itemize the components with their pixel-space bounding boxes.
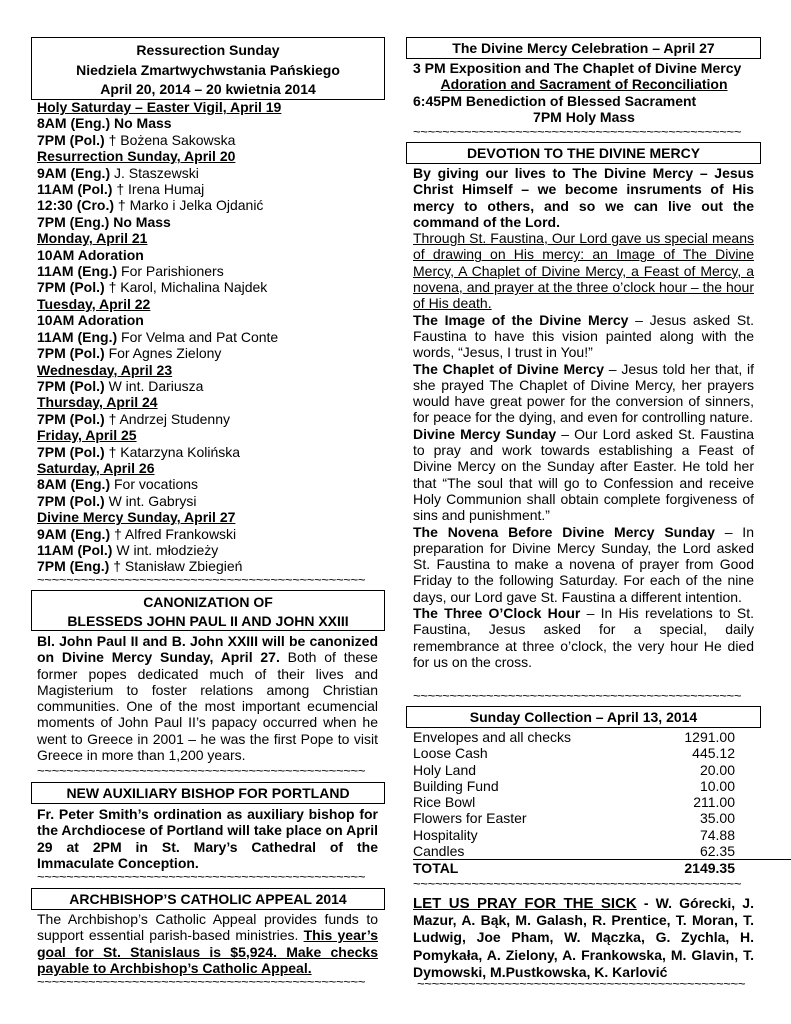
devotion-item <box>413 426 754 524</box>
mass-intention: For Agnes Zielony <box>108 345 222 362</box>
schedule-day-heading: Wednesday, April 23 <box>37 361 173 378</box>
mass-time: 7PM (Pol.) <box>37 410 105 427</box>
collection-label: Flowers for Easter <box>413 810 527 827</box>
mass-time: 11AM (Pol.) <box>37 541 113 558</box>
schedule-mass <box>37 411 382 427</box>
schedule-mass <box>37 444 382 460</box>
mass-time: 7PM (Pol.) <box>37 279 105 296</box>
collection-amount: 62.35 <box>699 843 735 860</box>
schedule-day-heading: Monday, April 21 <box>37 230 148 247</box>
mass-time: 7PM (Eng.) <box>37 213 110 230</box>
collection-amount: 74.88 <box>699 826 735 843</box>
mass-intention: † Stanisław Zbiegień <box>113 558 243 575</box>
collection-label: Building Fund <box>413 777 499 794</box>
mass-time: 7PM (Pol.) <box>37 377 105 394</box>
collection-amount: 35.00 <box>699 810 735 827</box>
schedule-mass <box>37 542 382 558</box>
devotion-item <box>413 605 754 670</box>
mass-intention: For Parishioners <box>121 263 224 280</box>
bishop-text: Fr. Peter Smith’s ordination as auxiliary bishop for the Archdiocese of Portland will take place on April 29 at 2PM in St. Mary’s Cathedral of the Immaculate Conception. <box>37 806 378 871</box>
mass-time: 7PM (Pol.) <box>37 492 105 509</box>
canonization-title-1: CANONIZATION OF <box>143 594 273 610</box>
mass-time: 11AM (Eng.) <box>37 328 118 345</box>
schedule-mass <box>37 329 382 345</box>
bishop-header-box <box>31 782 385 804</box>
schedule-adoration: 10AM Adoration <box>37 312 144 329</box>
sick-heading: LET US PRAY FOR THE SICK <box>413 895 637 912</box>
collection-row <box>413 778 735 794</box>
collection-row <box>413 794 735 810</box>
schedule-mass <box>37 263 382 279</box>
celebration-line-1: 3 PM Exposition and The Chaplet of Divine Mercy <box>413 60 742 76</box>
collection-row <box>413 810 735 826</box>
devotion-item <box>413 361 754 426</box>
schedule-day-heading: Saturday, April 26 <box>37 459 155 476</box>
schedule-mass <box>37 526 382 542</box>
mass-time: 11AM (Pol.) <box>37 181 113 198</box>
mass-intention: † Karol, Michalina Najdek <box>108 279 268 296</box>
appeal-body: The Archbishop’s Catholic Appeal provides funds to support essential parish-based ministries. <box>37 911 378 944</box>
separator: ~~~~~~~~~~~~~~~~~~~~~~~~~~~~~~~~~~~~~~~~~~~~~ <box>413 126 742 138</box>
collection-amount: 211.00 <box>693 794 735 811</box>
separator: ~~~~~~~~~~~~~~~~~~~~~~~~~~~~~~~~~~~~~~~~~~~~~ <box>37 765 366 777</box>
mass-time: 11AM (Eng.) <box>37 263 118 280</box>
collection-label: Envelopes and all checks <box>413 729 571 745</box>
schedule-adoration: 10AM Adoration <box>37 246 144 263</box>
mass-intention: † Katarzyna Kolińska <box>108 443 241 460</box>
collection-label: Loose Cash <box>413 745 488 762</box>
devotion-item-heading: The Chaplet of Divine Mercy <box>413 360 604 377</box>
celebration-line-2: Adoration and Sacrament of Reconciliation <box>440 76 728 93</box>
mass-schedule <box>37 99 382 575</box>
mass-time: 8AM (Eng.) <box>37 115 111 132</box>
schedule-mass <box>37 165 382 181</box>
appeal-header-box <box>31 888 385 910</box>
schedule-mass <box>37 345 382 361</box>
devotion-item-heading: Divine Mercy Sunday <box>413 425 557 442</box>
collection-label: Candles <box>413 843 465 860</box>
mass-intention: W int. Gabrysi <box>108 492 197 509</box>
easter-header-line2: Niedziela Zmartwychwstania Pańskiego <box>76 61 340 78</box>
collection-row <box>413 843 735 859</box>
separator: ~~~~~~~~~~~~~~~~~~~~~~~~~~~~~~~~~~~~~~~~~~~~~ <box>37 871 366 883</box>
devotion-header-box <box>406 142 761 164</box>
celebration-header-box <box>406 37 761 59</box>
schedule-day-heading: Thursday, April 24 <box>37 394 158 411</box>
collection-total-amount: 2149.35 <box>684 860 735 877</box>
schedule-mass <box>37 476 382 492</box>
celebration-schedule <box>413 60 755 125</box>
devotion-item-text: – Jesus asked St. Faustina to have this vision painted along with the words, “Jesus, I trust in You!” <box>413 311 754 361</box>
mass-intention: J. Staszewski <box>114 164 199 181</box>
mass-intention: † Alfred Frankowski <box>114 525 237 542</box>
schedule-mass <box>37 197 382 213</box>
devotion-item-heading: The Novena Before Divine Mercy Sunday <box>413 523 715 540</box>
collection-amount: 20.00 <box>699 761 735 778</box>
mass-intention: W int. Dariusza <box>108 377 204 394</box>
schedule-day-heading: Holy Saturday – Easter Vigil, April 19 <box>37 99 282 115</box>
mass-time: 8AM (Eng.) <box>37 476 111 493</box>
devotion-item-text: – In His revelations to St. Faustina, Jesus asked for a special, daily remembrance at three o’clock, the very hour He died for us on the cross. <box>413 605 754 670</box>
schedule-mass <box>37 493 382 509</box>
devotion-intro-bold: By giving our lives to The Divine Mercy – Jesus Christ Himself – we become insruments of His mercy to others, and so we can live out the command of the Lord. <box>413 165 754 230</box>
celebration-line-3: 6:45PM Benediction of Blessed Sacrament <box>413 92 697 109</box>
mass-intention: † Marko i Jelka Ojdanić <box>117 197 264 214</box>
devotion-intro-underlined: Through St. Faustina, Our Lord gave us special means of drawing on His mercy: an Image of The Divine Mercy, A Chaplet of Divine Mercy, a Feast of Mercy, a novena, and prayer at the three o’clock hour – the hour of His death. <box>413 230 754 312</box>
devotion-item-text: – Jesus told her that, if she prayed The Chaplet of Divine Mercy, her prayers would have great power for the conversion of sinners, for peace for the dying, and even for controlling nature. <box>413 360 755 426</box>
devotion-item-heading: The Image of the Divine Mercy <box>413 311 629 328</box>
separator: ~~~~~~~~~~~~~~~~~~~~~~~~~~~~~~~~~~~~~~~~~~~~~ <box>413 690 742 702</box>
schedule-day-heading: Resurrection Sunday, April 20 <box>37 148 236 165</box>
easter-header-line1: Ressurection Sunday <box>136 42 280 58</box>
devotion-item-heading: The Three O’Clock Hour <box>413 605 581 622</box>
sick-list <box>413 895 754 981</box>
celebration-title: The Divine Mercy Celebration – April 27 <box>452 40 715 56</box>
collection-row <box>413 729 735 745</box>
collection-label: Hospitality <box>413 826 478 843</box>
schedule-mass <box>37 214 382 230</box>
collection-amount: 445.12 <box>692 745 735 762</box>
easter-header-box <box>31 37 385 100</box>
separator: ~~~~~~~~~~~~~~~~~~~~~~~~~~~~~~~~~~~~~~~~~~~~~ <box>417 978 746 990</box>
sick-names: - W. Górecki, J. Mazur, A. Bąk, M. Galash, R. Prentice, T. Moran, T. Ludwig, Joe Pham, W. Mączka, G. Zychla, H. Pomykała, A. Zielony, A. Frankowska, M. Glavin, T. Dymowski, M.Pustkowska, K. Karlović <box>413 895 754 980</box>
devotion-item <box>413 524 754 605</box>
collection-row <box>413 762 735 778</box>
mass-intention: † Bożena Sakowska <box>108 131 236 148</box>
collection-label: Rice Bowl <box>413 794 476 811</box>
mass-time: 12:30 (Cro.) <box>37 197 115 214</box>
mass-time: 7PM (Eng.) <box>37 558 110 575</box>
schedule-day-heading: Divine Mercy Sunday, April 27 <box>37 509 236 526</box>
mass-intention: No Mass <box>113 213 171 230</box>
schedule-day-heading: Friday, April 25 <box>37 427 137 444</box>
appeal-title: ARCHBISHOP’S CATHOLIC APPEAL 2014 <box>69 891 347 907</box>
mass-time: 7PM (Pol.) <box>37 345 105 362</box>
devotion-item-text: – In preparation for Divine Mercy Sunday, the Lord asked St. Faustina to make a novena of prayer from Good Friday to the following Saturday. For each of the nine days, our Lord gave St. Faustina a different intention. <box>413 523 754 605</box>
schedule-mass <box>37 132 382 148</box>
collection-header-box <box>406 706 761 728</box>
mass-intention: For vocations <box>114 476 199 493</box>
canonization-header-box <box>31 590 385 631</box>
schedule-mass <box>37 279 382 295</box>
devotion-item <box>413 312 754 361</box>
canonization-bold: Bl. John Paul II and B. John XXIII will be canonized on Divine Mercy Sunday, April 27. <box>37 633 378 666</box>
collection-rows <box>413 729 791 859</box>
schedule-mass <box>37 558 382 574</box>
schedule-day-heading: Tuesday, April 22 <box>37 295 151 312</box>
mass-time: 7PM (Pol.) <box>37 443 105 460</box>
separator: ~~~~~~~~~~~~~~~~~~~~~~~~~~~~~~~~~~~~~~~~~~~~~ <box>37 976 366 988</box>
separator: ~~~~~~~~~~~~~~~~~~~~~~~~~~~~~~~~~~~~~~~~~~~~~ <box>413 878 742 890</box>
mass-intention: W int. młodzieży <box>116 541 219 558</box>
collection-row <box>413 745 735 761</box>
bishop-title: NEW AUXILIARY BISHOP FOR PORTLAND <box>66 785 350 801</box>
devotion-text <box>413 165 754 670</box>
collection-total-row <box>413 860 735 876</box>
mass-intention: † Andrzej Studenny <box>108 410 230 427</box>
collection-total-label: TOTAL <box>413 860 459 877</box>
mass-time: 9AM (Eng.) <box>37 525 111 542</box>
celebration-line-4: 7PM Holy Mass <box>533 108 635 125</box>
mass-intention: † Irena Humaj <box>116 181 205 198</box>
easter-header-line3: April 20, 2014 – 20 kwietnia 2014 <box>100 81 316 97</box>
appeal-text <box>37 911 378 976</box>
devotion-item-text: – Our Lord asked St. Faustina to pray and work towards establishing a Feast of Divine Mercy on the Sunday after Easter. He told her that “The soul that will go to Confession and receive Holy Communion shall obtain complete forgiveness of sins and punishment.” <box>413 425 755 524</box>
devotion-title: DEVOTION TO THE DIVINE MERCY <box>466 145 701 161</box>
canonization-text <box>37 633 378 763</box>
mass-intention: For Velma and Pat Conte <box>121 328 279 345</box>
collection-title: Sunday Collection – April 13, 2014 <box>469 709 698 725</box>
collection-amount: 1291.00 <box>684 729 735 745</box>
devotion-items <box>413 312 754 671</box>
collection-table <box>413 729 791 877</box>
mass-time: 7PM (Pol.) <box>37 131 105 148</box>
schedule-mass <box>37 181 382 197</box>
collection-amount: 10.00 <box>699 777 735 794</box>
canonization-body: Both of these former popes dedicated much of their lives and Magisterium to foster relations among Christian communities. One of the most important ecumencial moments of John Paul II’s papacy occurred when he went to Greece in 2001 – he was the first Pope to visit Greece in more than 1,200 years. <box>37 649 378 764</box>
schedule-mass <box>37 115 382 131</box>
mass-intention: No Mass <box>114 115 172 132</box>
collection-row <box>413 827 735 843</box>
schedule-mass <box>37 378 382 394</box>
canonization-title-2: BLESSEDS JOHN PAUL II AND JOHN XXIII <box>67 613 349 629</box>
mass-time: 9AM (Eng.) <box>37 164 111 181</box>
collection-label: Holy Land <box>413 761 477 778</box>
separator: ~~~~~~~~~~~~~~~~~~~~~~~~~~~~~~~~~~~~~~~~~~~~~ <box>37 574 366 586</box>
appeal-goal: This year’s goal for St. Stanislaus is $5,924. Make checks payable to Archbishop’s Catholic Appeal. <box>37 927 378 976</box>
